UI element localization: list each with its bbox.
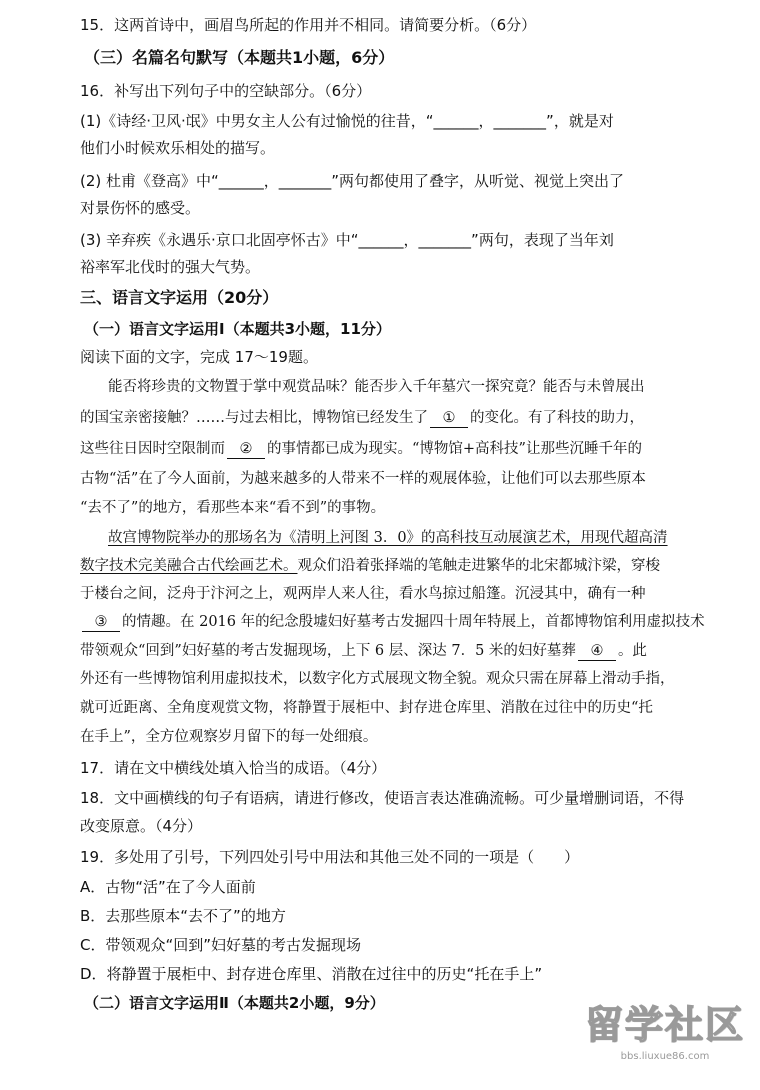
question-18-line2: 改变原意。（4分） (80, 817, 203, 835)
passage-p1-line1: 能否将珍贵的文物置于掌中观赏品味？能否步入千年墓穴一探究竟？能否与未曾展出 (108, 379, 645, 395)
part-heading-language: 三、语言文字运用（20分） (80, 288, 279, 307)
passage-text: 带领观众“回到”妇好墓的考古发掘现场，上下 6 层、深达 7．5 米的妇好墓葬 (80, 643, 576, 659)
section-heading-recitation: （三）名篇名句默写（本题共1小题，6分） (84, 48, 395, 67)
subsection-heading-1: （一）语言文字运用Ⅰ（本题共3小题，11分） (84, 320, 391, 338)
watermark-url: bbs.liuxue86.com (620, 1051, 710, 1062)
question-15: 15．这两首诗中，画眉鸟所起的作用并不相同。请简要分析。（6分） (80, 16, 537, 34)
passage-p1-line2 (80, 407, 700, 429)
option-b: B．去那些原本“去不了”的地方 (80, 907, 286, 925)
site-watermark (580, 1000, 750, 1082)
question-16-3-line2: 裕率军北伐时的强大气势。 (80, 258, 261, 276)
passage-p1-line3 (80, 438, 700, 460)
passage-p2-line5 (80, 640, 700, 662)
question-18-line1: 18．文中画横线的句子有语病，请进行修改，使语言表达准确流畅。可少量增删词语，不得 (80, 789, 685, 807)
question-16-1-line2: 他们小时候欢乐相处的描写。 (80, 139, 276, 157)
option-a: A．古物“活”在了今人面前 (80, 878, 256, 896)
question-16-2-line2: 对景伤怀的感受。 (80, 199, 201, 217)
question-16-2-line1: (2) 杜甫《登高》中“______，_______”两句都使用了叠字，从听觉、视觉上突出了 (80, 172, 625, 190)
passage-p2-line4 (80, 611, 705, 633)
option-c: C．带领观众“回到”妇好墓的考古发掘现场 (80, 936, 362, 954)
underlined-sentence: 数字技术完美融合古代绘画艺术。 (80, 558, 298, 574)
passage-text: 的国宝亲密接触？……与过去相比，博物馆已经发生了 (80, 410, 428, 426)
reading-instruction: 阅读下面的文字，完成 17～19题。 (80, 348, 318, 366)
blank-2: ② (227, 440, 265, 459)
passage-text: 。此 (617, 643, 647, 659)
passage-p2-line7: 就可近距离、全角度观赏文物，将静置于展柜中、封存进仓库里、消散在过往中的历史“托 (80, 700, 653, 716)
passage-text: 的事情都已成为现实。“博物馆+高科技”让那些沉睡千年的 (267, 441, 642, 457)
passage-p2-line1: 故宫博物院举办的那场名为《清明上河图 3．0》的高科技互动展演艺术，用现代超高清 (108, 530, 668, 546)
passage-p1-line4: 古物“活”在了今人面前，为越来越多的人带来不一样的观展体验，让他们可以去那些原本 (80, 471, 646, 487)
blank-4: ④ (578, 642, 616, 661)
question-16-3-line1: (3) 辛弃疾《永遇乐·京口北固亭怀古》中“______，_______”两句，表现了当年刘 (80, 231, 614, 249)
question-19: 19．多处用了引号，下列四处引号中用法和其他三处不同的一项是（ ） (80, 848, 580, 866)
passage-p1-line5: “去不了”的地方，看那些本来“看不到”的事物。 (80, 500, 386, 516)
question-16-1-line1: (1)《诗经·卫风·氓》中男女主人公有过愉悦的往昔，“______，_______”，就是对 (80, 112, 614, 130)
passage-text: 这些往日因时空限制而 (80, 441, 225, 457)
question-16: 16．补写出下列句子中的空缺部分。（6分） (80, 82, 372, 100)
passage-p2-line8: 在手上”，全方位观察岁月留下的每一处细痕。 (80, 729, 378, 745)
blank-1: ① (430, 409, 468, 428)
passage-text: 的情趣。在 2016 年的纪念殷墟妇好墓考古发掘四十周年特展上，首都博物馆利用虚拟技术 (122, 614, 705, 630)
passage-text: 观众们沿着张择端的笔触走进繁华的北宋都城汴梁，穿梭 (297, 558, 660, 574)
option-d: D．将静置于展柜中、封存进仓库里、消散在过往中的历史“托在手上” (80, 965, 543, 983)
passage-text: 的变化。有了科技的助力， (470, 410, 644, 426)
passage-p2-line2 (80, 555, 700, 577)
question-17: 17．请在文中横线处填入恰当的成语。（4分） (80, 759, 387, 777)
passage-p2-line6: 外还有一些博物馆利用虚拟技术，以数字化方式展现文物全貌。观众只需在屏幕上滑动手指， (80, 671, 675, 687)
watermark-logo: 留学社区 (584, 1003, 745, 1047)
blank-3: ③ (82, 613, 120, 632)
passage-p2-line3: 于楼台之间，泛舟于汴河之上，观两岸人来人往，看水鸟掠过船篷。沉浸其中，确有一种 (80, 586, 646, 602)
subsection-heading-2: （二）语言文字运用Ⅱ（本题共2小题，9分） (84, 994, 385, 1012)
